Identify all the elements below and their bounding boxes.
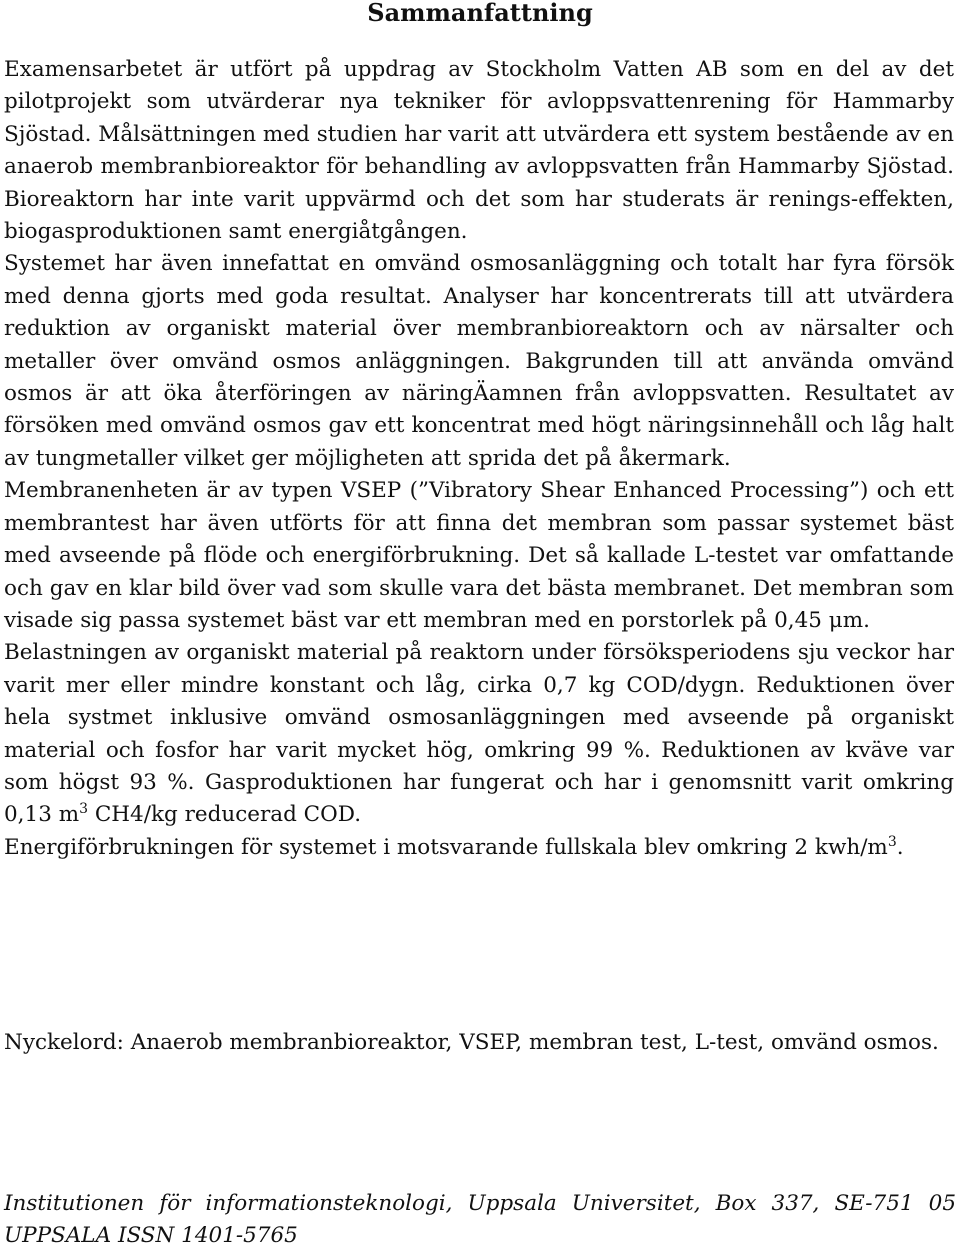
- superscript-3-energy: 3: [887, 833, 897, 850]
- energy-text: Energiförbrukningen för systemet i motsvarande fullskala blev omkring 2 kwh/m: [4, 834, 888, 860]
- affiliation-text: Institutionen för informationsteknologi, Uppsala Universitet, Box 337, SE-751 05 UPPSALA ISSN 1401-5765: [4, 1191, 956, 1248]
- keywords-text: Nyckelord: Anaerob membranbioreaktor, VSEP, membran test, L-test, omvänd osmos.: [4, 1030, 939, 1055]
- results-text-end: CH4/kg reducerad COD.: [88, 802, 362, 828]
- superscript-3: 3: [79, 801, 89, 818]
- paragraph-reverse-osmosis: Systemet har även innefattat en omvänd osmosanläggning och totalt har fyra försök med denna gjorts med goda resultat. Analyser har koncentrerats till att utvärdera reduktion av organiskt material över membranbioreaktorn och av närsalter och metaller över omvänd osmos anläggningen. Bakgrunden till att använda omvänd osmos är att öka återföringen av näringÄamnen från avloppsvatten. Resultatet av försöken med omvänd osmos gav ett koncentrat med högt näringsinnehåll och låg halt av tungmetaller vilket ger möjligheten att sprida det på åkermark.: [4, 251, 954, 471]
- affiliation-block: [4, 1188, 956, 1252]
- energy-period: .: [896, 834, 904, 860]
- page-title: Sammanfattning: [367, 0, 593, 27]
- abstract-body: [4, 54, 954, 864]
- paragraph-results: [4, 637, 954, 831]
- paragraph-energy: [4, 832, 954, 864]
- keywords-block: [4, 1026, 954, 1060]
- paragraph-intro: Examensarbetet är utfört på uppdrag av Stockholm Vatten AB som en del av det pilotprojekt som utvärderar nya tekniker för avloppsvattenrening för Hammarby Sjöstad. Målsättningen med studien har varit att utvärdera ett system bestående av en anaerob membranbioreaktor för behandling av avloppsvatten från Hammarby Sjöstad. Bioreaktorn har inte varit uppvärmd och det som har studerats är renings-effekten, biogasproduktionen samt energiåtgången.: [4, 57, 954, 245]
- results-text: Belastningen av organiskt material på reaktorn under försöksperiodens sju veckor har varit mer eller mindre konstant och låg, cirka 0,7 kg COD/dygn. Reduktionen över hela systmet inklusive omvänd osmosanläggningen med avseende på organiskt material och fosfor har varit mycket hög, omkring 99 %. Reduktionen av kväve var som högst 93 %. Gasproduktionen har fungerat och har i genomsnitt varit omkring 0,13 m: [4, 640, 954, 828]
- paragraph-membrane: Membranenheten är av typen VSEP (”Vibratory Shear Enhanced Processing”) och ett membrantest har även utförts för att finna det membran som passar systemet bäst med avseende på flöde och energiförbrukning. Det så kallade L-testet var omfattande och gav en klar bild över vad som skulle vara det bästa membranet. Det membran som visade sig passa systemet bäst var ett membran med en porstorlek på 0,45 μm.: [4, 478, 954, 633]
